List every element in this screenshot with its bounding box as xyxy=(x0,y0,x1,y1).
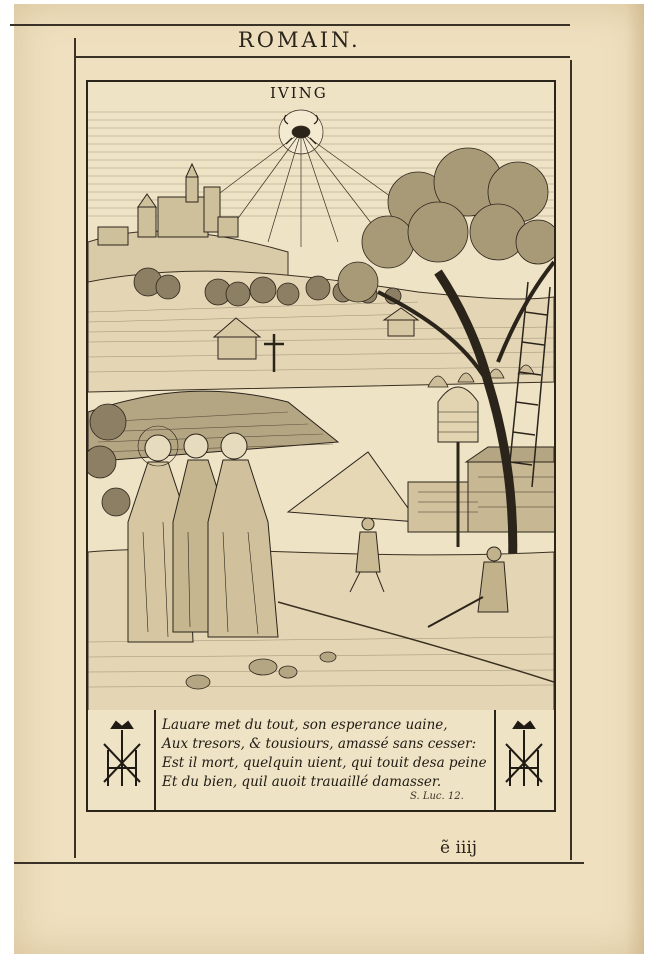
page-shadow xyxy=(626,4,644,954)
verse-line: Est il mort, quelquin uient, qui touit desa peine xyxy=(162,755,487,771)
verse-caption xyxy=(86,710,556,812)
engraved-landscape xyxy=(88,82,554,712)
left-outer-rule xyxy=(74,38,76,858)
bottom-rule xyxy=(14,862,584,864)
caption-divider-right xyxy=(494,710,496,810)
month-label: IVING xyxy=(266,84,332,102)
right-outer-rule xyxy=(570,60,572,860)
verse-line: Aux tresors, & tousiours, amassé sans cesser: xyxy=(162,736,477,752)
engraving-plate xyxy=(86,80,556,714)
top-rule xyxy=(10,24,570,26)
verse-text xyxy=(162,716,487,792)
verse-reference: S. Luc. 12. xyxy=(410,791,464,802)
signature-mark: ẽ iiij xyxy=(440,838,478,858)
left-monogram-icon xyxy=(98,720,146,792)
three-figures xyxy=(128,426,278,642)
header-rule xyxy=(74,56,570,58)
verse-line: Et du bien, quil auoit trauaillé damasser. xyxy=(162,774,442,790)
page-title: ROMAIN. xyxy=(238,28,361,52)
verse-line: Lauare met du tout, son esperance uaine, xyxy=(162,717,448,733)
left-bushes xyxy=(88,404,130,516)
caption-divider-left xyxy=(154,710,156,810)
right-monogram-icon xyxy=(500,720,548,792)
